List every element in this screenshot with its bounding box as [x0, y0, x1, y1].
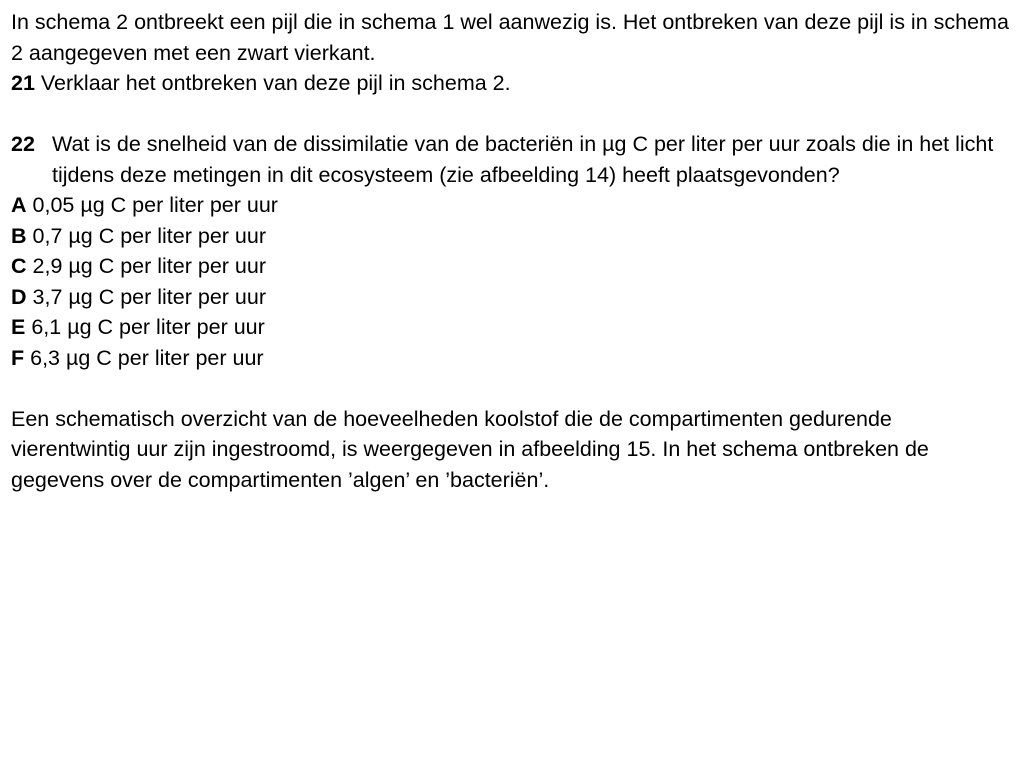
answer-option-a	[11, 190, 1016, 221]
option-text: 3,7 µg C per liter per uur	[32, 284, 266, 309]
option-letter: C	[11, 254, 27, 278]
spacer	[11, 373, 1016, 404]
option-letter: F	[11, 345, 25, 370]
question-22	[11, 129, 1016, 190]
option-letter: D	[11, 284, 27, 309]
option-text: 0,05 µg C per liter per uur	[32, 193, 278, 217]
answer-option-f	[11, 343, 1016, 374]
option-text: 0,7 µg C per liter per uur	[32, 223, 266, 248]
option-letter: A	[11, 193, 27, 217]
option-text: 6,1 µg C per liter per uur	[31, 315, 265, 339]
question-22-text: Wat is de snelheid van de dissimilatie van de bacteriën in µg C per liter per uur zoals die in het licht tijdens deze metingen in dit ecosysteem (zie afbeelding 14) heeft plaatsgevonden?	[52, 132, 994, 187]
question-21-text: Verklaar het ontbreken van deze pijl in schema 2.	[40, 71, 511, 95]
answer-option-d	[11, 282, 1016, 313]
option-letter: B	[11, 223, 27, 248]
answer-option-e	[11, 312, 1016, 343]
document-page	[11, 7, 1016, 495]
question-21-number: 21	[11, 71, 35, 95]
answer-options	[11, 190, 1016, 373]
question-22-number: 22	[11, 132, 35, 156]
spacer	[11, 99, 1016, 130]
closing-paragraph: Een schematisch overzicht van de hoeveelheden koolstof die de compartimenten gedurende vierentwintig uur zijn ingestroomd, is weergegeven in afbeelding 15. In het schema ontbreken de gegevens over de compartimenten ’algen’ en ’bacteriën’.	[11, 406, 929, 492]
answer-option-c	[11, 251, 1016, 282]
question-21	[11, 68, 1016, 99]
intro-paragraph: In schema 2 ontbreekt een pijl die in schema 1 wel aanwezig is. Het ontbreken van deze pijl is in schema 2 aangegeven met een zwart vierkant.	[11, 10, 1009, 65]
option-letter: E	[11, 315, 26, 339]
option-text: 2,9 µg C per liter per uur	[32, 254, 266, 278]
answer-option-b	[11, 221, 1016, 252]
option-text: 6,3 µg C per liter per uur	[30, 345, 264, 370]
